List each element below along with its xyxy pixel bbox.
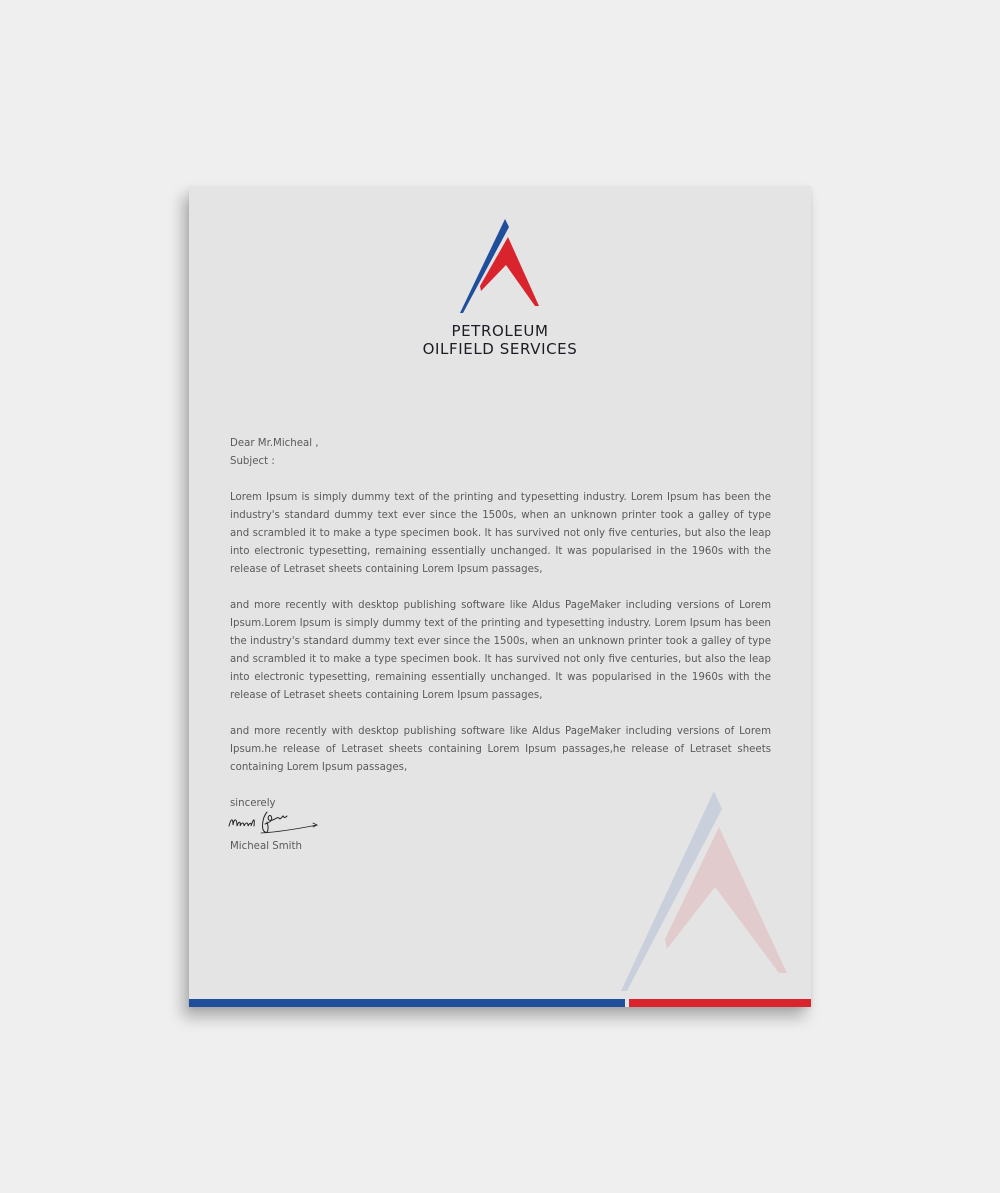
letterhead-sheet [189, 186, 811, 1007]
paragraph-2: and more recently with desktop publishing software like Aldus PageMaker including versions of Lorem Ipsum.Lorem Ipsum is simply dummy text of the printing and typesetting industry. Lorem Ipsum has been the industry's standard dummy text ever since the 1500s, when an unknown printer took a galley of type and scrambled it to make a type specimen book. It has survived not only five centuries, but also the leap into electronic typesetting, remaining essentially unchanged. It was popularised in the 1960s with the release of Letraset sheets containing Lorem Ipsum passages, [230, 600, 771, 701]
footer-bar-blue [189, 999, 625, 1007]
subject-line: Subject : [230, 456, 275, 467]
closing: sincerely [230, 798, 276, 809]
salutation: Dear Mr.Micheal , [230, 438, 319, 449]
letter-body [230, 435, 771, 813]
signer-name: Micheal Smith [230, 841, 302, 852]
logo-mark-icon [459, 219, 541, 315]
watermark-logo-icon [619, 791, 789, 993]
company-name-line1: PETROLEUM [451, 322, 549, 340]
spacer [230, 471, 771, 489]
paragraph-1: Lorem Ipsum is simply dummy text of the printing and typesetting industry. Lorem Ipsum has been the industry's standard dummy text ever since the 1500s, when an unknown printer took a galley of type and scrambled it to make a type specimen book. It has survived not only five centuries, but also the leap into electronic typesetting, remaining essentially unchanged. It was popularised in the 1960s with the release of Letraset sheets containing Lorem Ipsum passages, [230, 492, 771, 575]
paragraph-3: and more recently with desktop publishing software like Aldus PageMaker including versions of Lorem Ipsum.he release of Letraset sheets containing Lorem Ipsum passages,he release of Letraset sheets containing Lorem Ipsum passages, [230, 726, 771, 773]
footer-bar-red [629, 999, 811, 1007]
signature-icon [227, 808, 323, 838]
company-name-line2: OILFIELD SERVICES [422, 340, 578, 358]
